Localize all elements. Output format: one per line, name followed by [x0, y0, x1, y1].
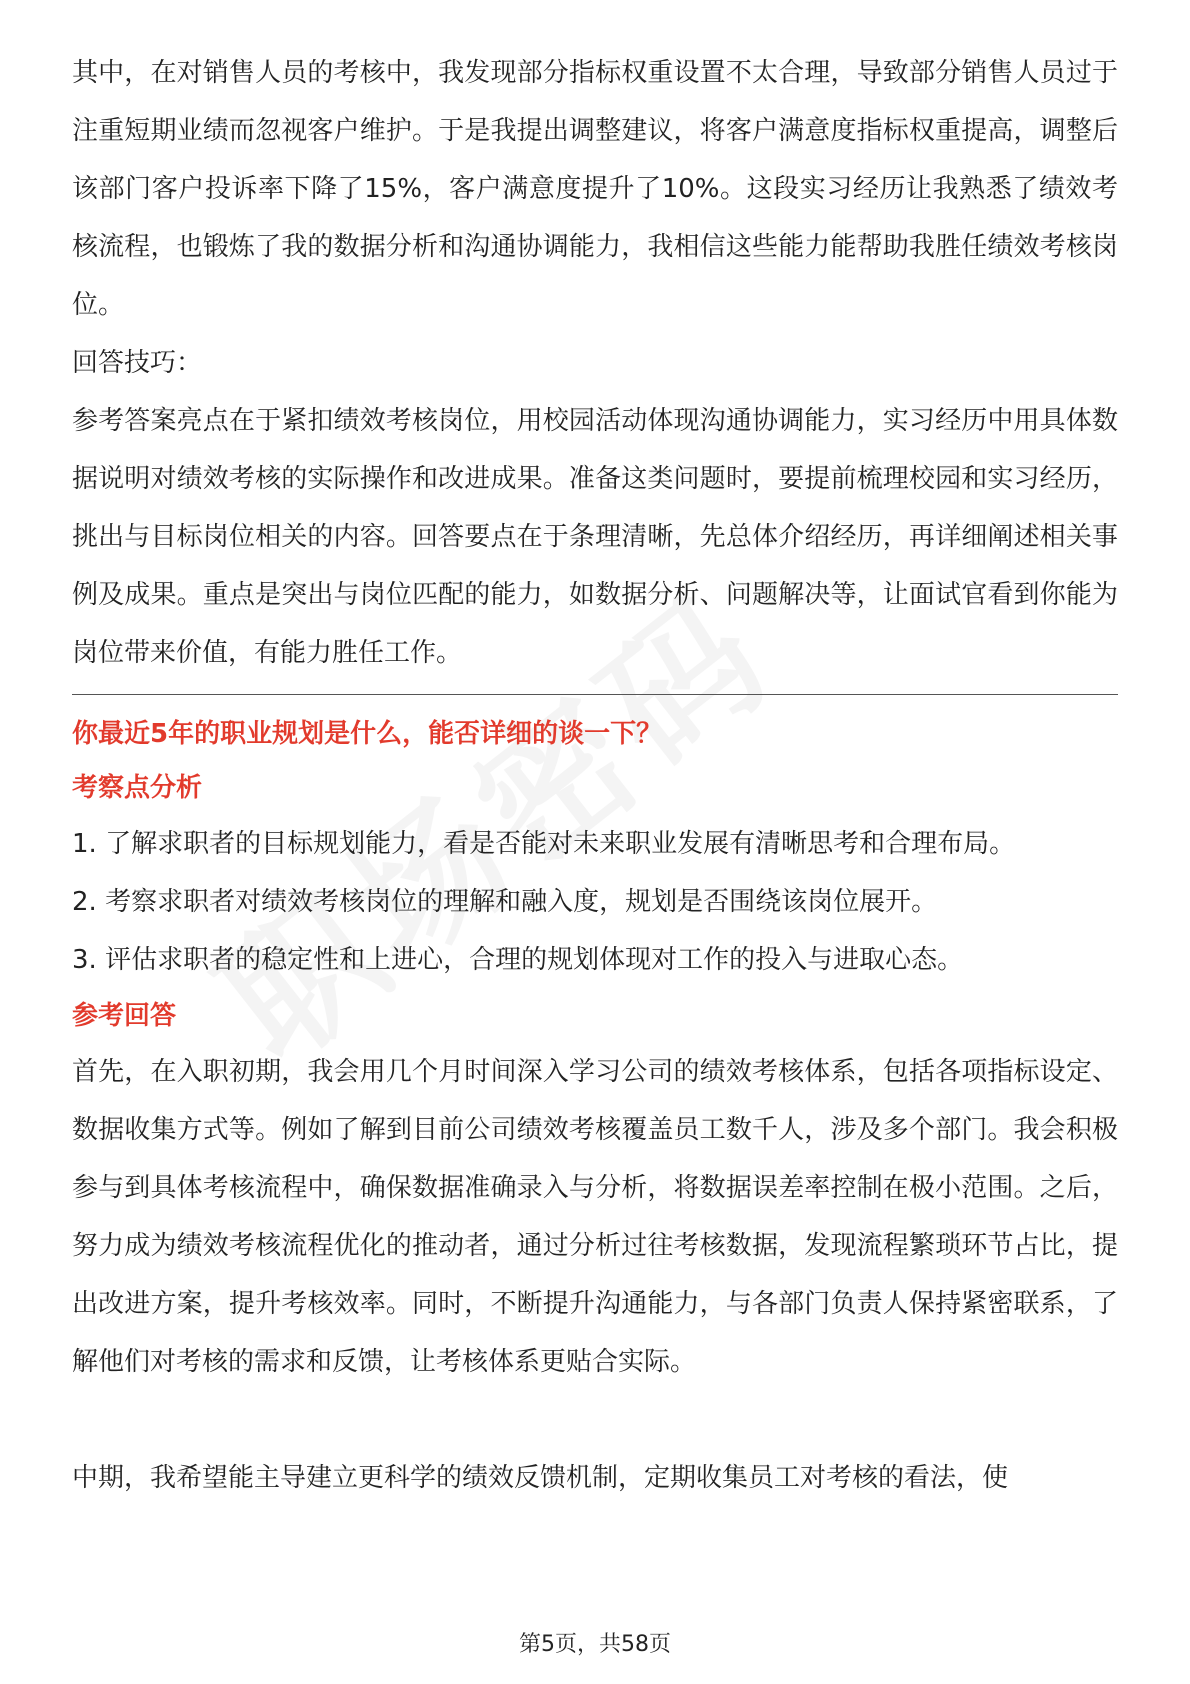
- analysis-item: 1. 了解求职者的目标规划能力，看是否能对未来职业发展有清晰思考和合理布局。: [72, 829, 1016, 859]
- intro-paragraph: 其中，在对销售人员的考核中，我发现部分指标权重设置不太合理，导致部分销售人员过于注重短期业绩而忽视客户维护。于是我提出调整建议，将客户满意度指标权重提高，调整后该部门客户投诉率下降了15%，客户满意度提升了10%。这段实习经历让我熟悉了绩效考核流程，也锻炼了我的数据分析和沟通协调能力，我相信这些能力能帮助我胜任绩效考核岗位。: [72, 58, 1118, 320]
- reference-paragraph-2: 中期，我希望能主导建立更科学的绩效反馈机制，定期收集员工对考核的看法，使: [72, 1463, 1009, 1493]
- analysis-item: 2. 考察求职者对绩效考核岗位的理解和融入度，规划是否围绕该岗位展开。: [72, 887, 938, 917]
- tips-paragraph: 参考答案亮点在于紧扣绩效考核岗位，用校园活动体现沟通协调能力，实习经历中用具体数据说明对绩效考核的实际操作和改进成果。准备这类问题时，要提前梳理校园和实习经历，挑出与目标岗位相关的内容。回答要点在于条理清晰，先总体介绍经历，再详细阐述相关事例及成果。重点是突出与岗位匹配的能力，如数据分析、问题解决等，让面试官看到你能为岗位带来价值，有能力胜任工作。: [72, 406, 1118, 668]
- document-content: [72, 44, 1118, 1507]
- reference-title: 参考回答: [72, 1001, 177, 1031]
- analysis-item: 3. 评估求职者的稳定性和上进心，合理的规划体现对工作的投入与进取心态。: [72, 945, 964, 975]
- reference-paragraph-1: 首先，在入职初期，我会用几个月时间深入学习公司的绩效考核体系，包括各项指标设定、数据收集方式等。例如了解到目前公司绩效考核覆盖员工数千人，涉及多个部门。我会积极参与到具体考核流程中，确保数据准确录入与分析，将数据误差率控制在极小范围。之后，努力成为绩效考核流程优化的推动者，通过分析过往考核数据，发现流程繁琐环节占比，提出改进方案，提升考核效率。同时，不断提升沟通能力，与各部门负责人保持紧密联系，了解他们对考核的需求和反馈，让考核体系更贴合实际。: [72, 1057, 1118, 1377]
- question-heading: 你最近5年的职业规划是什么，能否详细的谈一下？: [72, 719, 663, 749]
- section-divider: [72, 694, 1118, 695]
- page-number: 第5页，共58页: [519, 1632, 671, 1657]
- analysis-title: 考察点分析: [72, 773, 203, 803]
- tips-label: 回答技巧：: [72, 348, 203, 378]
